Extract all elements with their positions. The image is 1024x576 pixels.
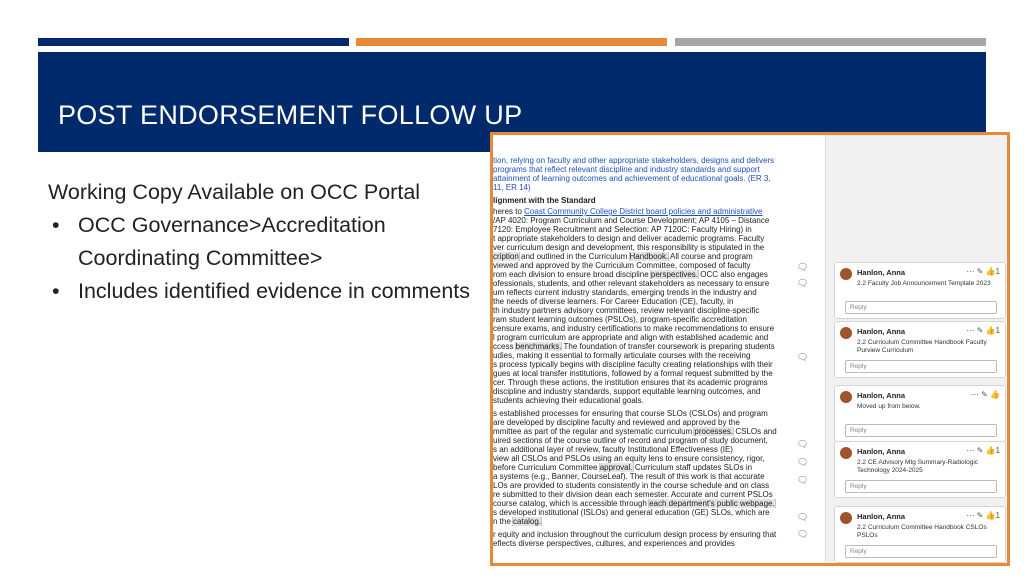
commented-text[interactable]: cription	[493, 252, 519, 261]
doc-text: The foundation of transfer coursework is preparing students	[561, 342, 775, 351]
document-text	[493, 156, 783, 548]
reply-input[interactable]: Reply	[845, 360, 997, 373]
doc-line: cer. Through these actions, the institution ensures that its academic programs	[493, 378, 768, 387]
doc-line: attainment of learning outcomes and achievement of educational goals. (ER 3,	[493, 174, 771, 183]
avatar	[840, 391, 852, 403]
doc-line: re submitted to their division dean each semester. Accurate and current PSLOs	[493, 490, 773, 499]
bullet-item: • OCC Governance>Accreditation Coordinating Committee>	[48, 209, 478, 275]
doc-line: s process typically begins with discipline faculty creating relationships with their	[493, 360, 773, 369]
bullet-item: • Includes identified evidence in comments	[48, 275, 478, 308]
accent-bar-gray	[675, 38, 986, 46]
doc-text: CSLOs and	[733, 427, 777, 436]
thumbs-up-icon[interactable]: 👍	[990, 390, 1000, 399]
comment-card[interactable]	[834, 262, 1006, 319]
doc-line	[493, 342, 783, 351]
doc-line: 11, ER 14)	[493, 183, 531, 192]
doc-line: 7120: Employee Recruitment and Selection: AP 7120C: Faculty Hiring) in	[493, 225, 752, 234]
avatar	[840, 512, 852, 524]
pencil-icon[interactable]: ✎	[981, 390, 988, 399]
comment-author: Hanlon, Anna	[857, 512, 906, 521]
commented-text[interactable]: processes.	[694, 427, 734, 436]
thumbs-up-icon[interactable]: 👍	[985, 446, 996, 455]
commented-text[interactable]: Handbook.	[629, 252, 669, 261]
doc-line	[493, 270, 783, 279]
doc-line: LOs are provided to students consistently in the course schedule and on class	[493, 481, 770, 490]
like-count: 1	[995, 326, 1000, 335]
doc-line: censure exams, and industry certifications to make recommendations to ensure	[493, 324, 775, 333]
avatar	[840, 268, 852, 280]
doc-text: before Curriculum Committee	[493, 463, 600, 472]
like-count: 1	[995, 267, 1000, 276]
commented-text[interactable]: approval.	[599, 463, 633, 472]
doc-line: discipline and industry standards, support equitable learning outcomes, and	[493, 387, 761, 396]
doc-text: rom each division to ensure broad discipline	[493, 270, 651, 279]
comment-text: Moved up from below.	[857, 403, 921, 410]
comment-icon[interactable]: 🗨	[797, 457, 809, 467]
comment-tools	[966, 267, 1000, 276]
pencil-icon[interactable]: ✎	[976, 511, 984, 520]
doc-line: the needs of diverse learners. For Career Education (CE), faculty, in	[493, 297, 734, 306]
more-icon[interactable]: ⋯	[966, 326, 975, 335]
slide-title: POST ENDORSEMENT FOLLOW UP	[58, 100, 523, 130]
document-pane	[493, 135, 825, 563]
like-count: 1	[995, 446, 1000, 455]
comment-icon[interactable]: 🗨	[797, 352, 809, 362]
commented-text[interactable]: perspectives.	[650, 270, 699, 279]
avatar	[840, 447, 852, 459]
doc-line: r equity and inclusion throughout the curriculum design process by ensuring that	[493, 530, 777, 539]
comments-pane	[825, 135, 1010, 563]
commented-text[interactable]: benchmarks.	[515, 342, 562, 351]
comment-author: Hanlon, Anna	[857, 391, 906, 400]
more-icon[interactable]: ⋯	[966, 511, 975, 520]
pencil-icon[interactable]: ✎	[976, 326, 984, 335]
doc-line: udies, making it essential to formally articulate courses with the receiving	[493, 351, 751, 360]
doc-line: viewed and approved by the Curriculum Committee, composed of faculty	[493, 261, 751, 270]
doc-line: gues at local transfer institutions, followed by a formal request submitted by the	[493, 369, 773, 378]
doc-line	[493, 252, 783, 261]
comment-text: 2.2 Curriculum Committee Handbook CSLOs PSLOs	[857, 524, 987, 539]
doc-line: tion, relying on faculty and other appropriate stakeholders, designs and delivers	[493, 156, 775, 165]
doc-text: ccess	[493, 342, 516, 351]
doc-line: s an additional layer of review, faculty Institutional Effectiveness (IE)	[493, 445, 733, 454]
comment-text: 2.2 CE Advisory Mtg Summary-Radiologic Technology 2024-2025	[857, 459, 979, 474]
reply-input[interactable]: Reply	[845, 480, 997, 493]
thumbs-up-icon[interactable]: 👍	[985, 326, 996, 335]
policy-link[interactable]: Coast Community College District board policies and administrative	[524, 207, 763, 216]
comment-icon[interactable]: 🗨	[797, 512, 809, 522]
comment-card[interactable]	[834, 441, 1006, 498]
comment-author: Hanlon, Anna	[857, 447, 906, 456]
comment-icon[interactable]: 🗨	[797, 278, 809, 288]
thumbs-up-icon[interactable]: 👍	[985, 267, 996, 276]
doc-line	[493, 499, 783, 508]
doc-text: OCC also engages	[698, 270, 768, 279]
doc-line	[493, 207, 783, 216]
doc-line: are developed by discipline faculty and reviewed and approved by the	[493, 418, 740, 427]
doc-line: s developed institutional (ISLOs) and general education (GE) SLOs, which are	[493, 508, 770, 517]
doc-line: ram student learning outcomes (PSLOs), program-specific accreditation	[493, 315, 747, 324]
comment-icon[interactable]: 🗨	[797, 439, 809, 449]
comment-icon[interactable]: 🗨	[797, 529, 809, 539]
doc-text: All course and program	[668, 252, 753, 261]
doc-text: and outlined in the Curriculum	[518, 252, 630, 261]
comment-card[interactable]	[834, 321, 1006, 378]
reply-input[interactable]: Reply	[845, 424, 997, 437]
doc-line: a systems (e.g., Banner, CourseLeaf). The result of this work is that accurate	[493, 472, 765, 481]
doc-line: uired sections of the course outline of record and program of study document,	[493, 436, 768, 445]
comment-author: Hanlon, Anna	[857, 327, 906, 336]
doc-text: heres to	[493, 207, 525, 216]
slide-body	[48, 176, 478, 308]
doc-line: students achieving their educational goals.	[493, 396, 644, 405]
more-icon[interactable]: ⋯	[966, 267, 975, 276]
comment-card[interactable]	[834, 385, 1006, 442]
comment-tools	[971, 390, 1000, 399]
comment-text: 2.2 Faculty Job Announcement Template 2023	[857, 280, 991, 287]
accent-bar-navy	[38, 38, 349, 46]
comment-icon[interactable]: 🗨	[797, 475, 809, 485]
doc-text: course catalog, which is accessible through	[493, 499, 650, 508]
more-icon[interactable]: ⋯	[970, 390, 979, 399]
comment-author: Hanlon, Anna	[857, 268, 906, 277]
doc-heading: lignment with the Standard	[493, 196, 596, 205]
comment-tools	[966, 511, 1000, 520]
doc-line: programs that reflect relevant discipline and industry standards and support	[493, 165, 760, 174]
doc-line: ver curriculum design and development, this responsibility is stipulated in the	[493, 243, 765, 252]
doc-line: t appropriate stakeholders to design and deliver academic programs. Faculty	[493, 234, 765, 243]
comment-tools	[966, 446, 1000, 455]
avatar	[840, 327, 852, 339]
doc-line: /AP 4020: Program Curriculum and Course Development; AP 4105 – Distance	[493, 216, 770, 225]
doc-text: Curriculum staff updates SLOs in	[632, 463, 753, 472]
commented-text[interactable]: each department's public webpage.	[649, 499, 775, 508]
doc-line: s established processes for ensuring that course SLOs (CSLOs) and program	[493, 409, 768, 418]
lead-text: Working Copy Available on OCC Portal	[48, 180, 421, 204]
document-screenshot	[490, 132, 1010, 566]
comment-tools	[966, 326, 1000, 335]
comment-icon[interactable]: 🗨	[797, 262, 809, 272]
reply-input[interactable]: Reply	[845, 545, 997, 558]
doc-line: um reflects current industry standards, emerging trends in the industry and	[493, 288, 757, 297]
like-count: 1	[995, 511, 1000, 520]
doc-line	[493, 427, 783, 436]
pencil-icon[interactable]: ✎	[976, 267, 984, 276]
comment-card[interactable]	[834, 506, 1006, 563]
commented-text[interactable]: catalog.	[513, 517, 542, 526]
doc-line	[493, 517, 783, 526]
doc-text: n the	[493, 517, 514, 526]
comment-text: 2.2 Curriculum Committee Handbook Faculty Purview Curriculum	[857, 339, 987, 354]
doc-line: eflects diverse perspectives, cultures, and experiences and provides	[493, 539, 735, 548]
doc-line: th industry partners advisory committees, review relevant discipline-specific	[493, 306, 760, 315]
doc-text: mmittee as part of the regular and systematic curriculum	[493, 427, 695, 436]
doc-line	[493, 463, 783, 472]
doc-line: l program curriculum are appropriate and align with established academic and	[493, 333, 769, 342]
accent-bar-orange	[356, 38, 667, 46]
more-icon[interactable]: ⋯	[966, 446, 975, 455]
thumbs-up-icon[interactable]: 👍	[985, 511, 996, 520]
doc-line: ofessionals, students, and other relevant stakeholders as necessary to ensure	[493, 279, 770, 288]
doc-line: view all CSLOs and PSLOs using an equity lens to ensure consistency, rigor,	[493, 454, 765, 463]
pencil-icon[interactable]: ✎	[976, 446, 984, 455]
reply-input[interactable]: Reply	[845, 301, 997, 314]
